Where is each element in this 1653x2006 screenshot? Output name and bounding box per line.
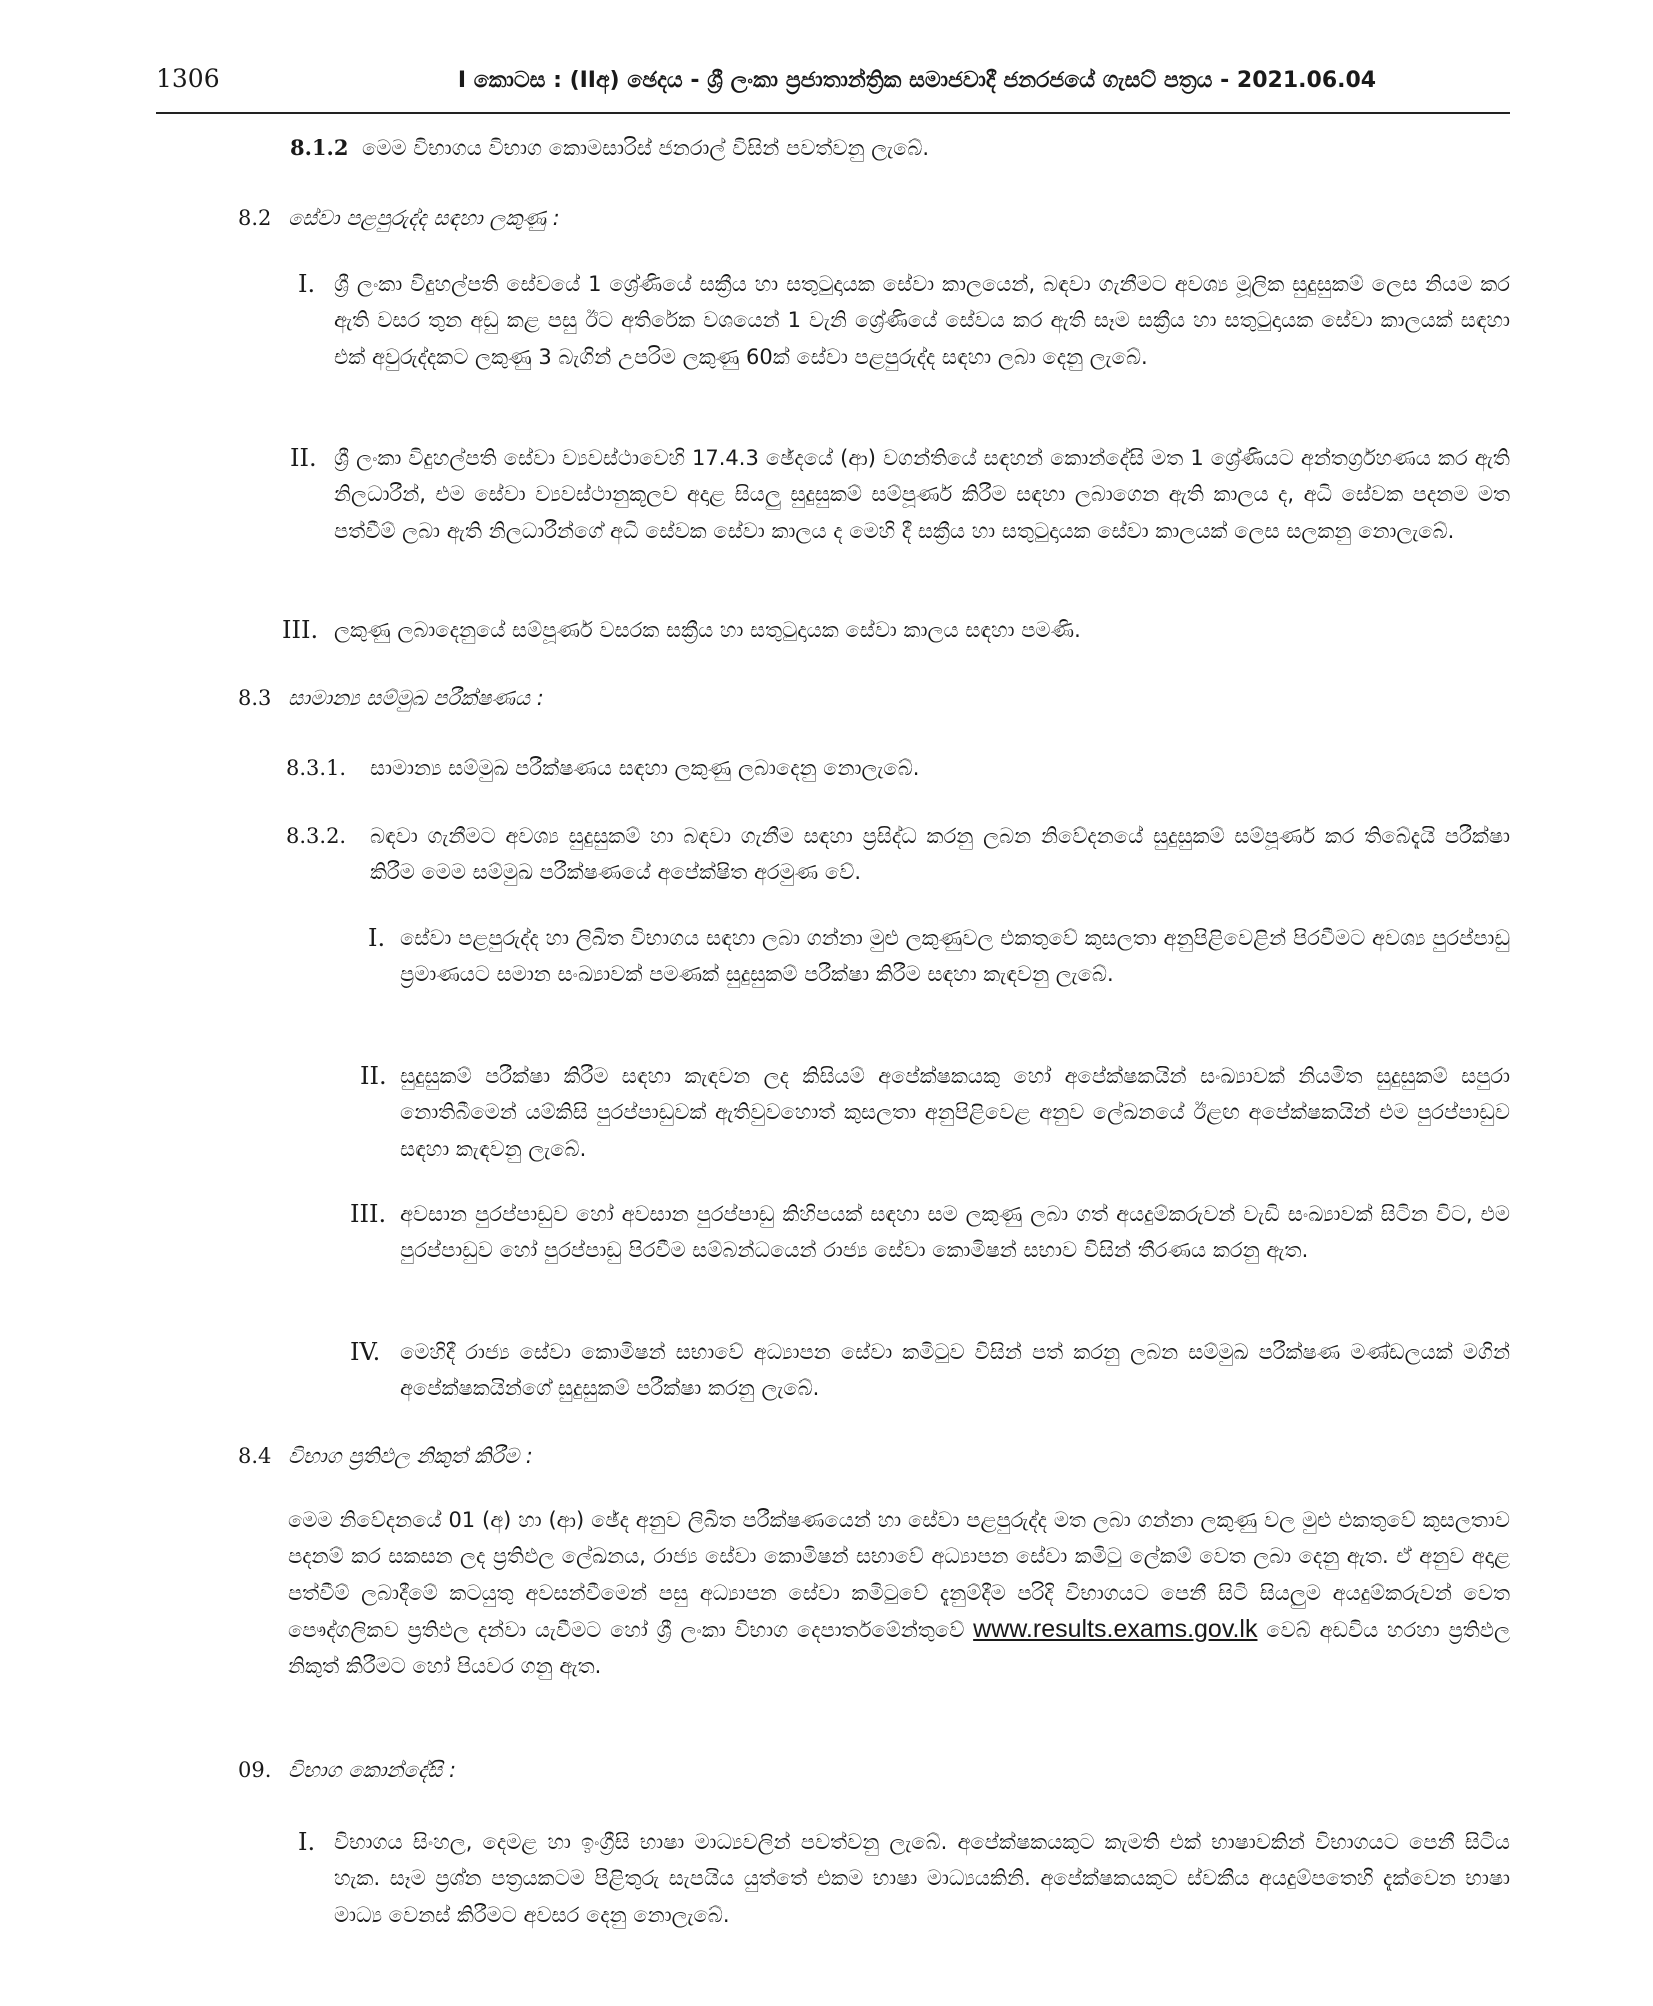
section-8-2-item-3-numeral: III. bbox=[282, 616, 319, 644]
section-8-3-2-item-3-text: අවසාන පුරප්පාඩුව හෝ අවසාන පුරප්පාඩු කිහිපයක් සඳහා සම ලකුණු ලබා ගත් අයදුම්කරුවන් වැඩි සංඛ්‍යාවක් සිටින විට, එම පුරප්පාඩුව හෝ පුරප්පාඩු පිරවීම සම්බන්ධයෙන් රාජ්‍ය සේවා කොමිෂන් සභාව විසින් තීරණය කරනු ඇත. bbox=[400, 1202, 1510, 1263]
page-number: 1306 bbox=[156, 64, 220, 93]
section-8-4-paragraph bbox=[288, 1502, 1510, 1684]
section-8-3-title: සාමාන්‍ය සම්මුඛ පරීක්ෂණය : bbox=[288, 686, 544, 710]
section-09-item-1-numeral: I. bbox=[298, 1828, 316, 1856]
section-8-2-item-1-text: ශ්‍රී ලංකා විදුහල්පති සේවයේ 1 ශ්‍රේණියේ සක්‍රීය හා සතුටුදායක සේවා කාලයෙන්, බඳවා ගැනීමට අවශ්‍ය මූලික සුදුසුකම් ලෙස නියම කර ඇති වසර තුන අඩු කළ පසු ඊට අතිරේක වශයෙන් 1 වැනි ශ්‍රේණියේ සේවය කර ඇති සෑම සක්‍රීය හා සතුටුදායක සේවා කාලයක් සඳහා එක් අවුරුද්දකට ලකුණු 3 බැගින් උපරිම ලකුණු 60ක් සේවා පළපුරුද්ද සඳහා ලබා දෙනු ලැබේ. bbox=[334, 272, 1510, 369]
section-8-2-number: 8.2 bbox=[238, 206, 272, 230]
section-8-4-title: විභාග ප්‍රතිඵල නිකුත් කිරීම : bbox=[288, 1444, 533, 1468]
section-8-3-2-item-2-text: සුදුසුකම් පරීක්ෂා කිරීම සඳහා කැඳවන ලද කිසියම් අපේක්ෂකයකු හෝ අපේක්ෂකයින් සංඛ්‍යාවක් නියමිත සුදුසුකම් සපුරා නොතිබීමෙන් යම්කිසි පුරප්පාඩුවක් ඇතිවුවහොත් කුසලතා අනුපිළිවෙළ අනුව ලේඛනයේ ඊළඟ අපේක්ෂකයින් එම පුරප්පාඩුව සඳහා කැඳවනු ලැබේ. bbox=[400, 1064, 1510, 1161]
section-8-2-item-2-numeral: II. bbox=[290, 444, 317, 472]
section-8-3-2-item-4-text: මෙහිදී රාජ්‍ය සේවා කොමිෂන් සභාවේ අධ්‍යාපන සේවා කමිටුව විසින් පත් කරනු ලබන සම්මුඛ පරීක්ෂණ මණ්ඩලයක් මගින් අපේක්ෂකයින්ගේ සුදුසුකම් පරීක්ෂා කරනු ලැබේ. bbox=[400, 1340, 1510, 1401]
header-rule bbox=[156, 112, 1510, 114]
page-header bbox=[156, 58, 1510, 112]
section-8-1-2-number: 8.1.2 bbox=[290, 135, 349, 160]
section-8-3-2-item-1-text: සේවා පළපුරුද්ද හා ලිඛිත විභාගය සඳහා ලබා ගන්නා මුළු ලකුණුවල එකතුවේ කුසලතා අනුපිළිවෙළින් පිරවීමට අවශ්‍ය පුරප්පාඩු ප්‍රමාණයට සමාන සංඛ්‍යාවක් පමණක් සුදුසුකම් පරීක්ෂා කිරීම සඳහා කැඳවනු ලැබේ. bbox=[400, 926, 1510, 987]
section-8-3-2-item-2-numeral: II. bbox=[360, 1062, 387, 1090]
section-8-3-1-text: සාමාන්‍ය සම්මුඛ පරීක්ෂණය සඳහා ලකුණු ලබාදෙනු නොලැබේ. bbox=[370, 756, 920, 780]
section-8-2-item-1-numeral: I. bbox=[298, 270, 316, 298]
section-09-title: විභාග කොන්දේසි : bbox=[288, 1758, 457, 1782]
section-8-3-2-item-1-numeral: I. bbox=[368, 924, 386, 952]
section-09-number: 09. bbox=[238, 1758, 272, 1782]
section-8-2-item-2-text: ශ්‍රී ලංකා විදුහල්පති සේවා ව්‍යවස්ථාවෙහි 17.4.3 ඡේදයේ (ආ) වගන්තියේ සඳහන් කොන්දේසි මත 1 ශ්‍රේණියට අන්තර්ග්‍රහණය කර ඇති නිලධාරීන්, එම සේවා ව්‍යවස්ථානුකූලව අදාළ සියලු සුදුසුකම් සම්පූර්ණ කිරීම සඳහා ලබාගෙන ඇති කාලය ද, අධි සේවක පදනම මත පත්වීම් ලබා ඇති නිලධාරීන්ගේ අධි සේවක සේවා කාලය ද මෙහි දී සක්‍රීය හා සතුටුදායක සේවා කාලයක් ලෙස සලකනු නොලැබේ. bbox=[334, 446, 1510, 543]
section-8-3-2-item-3-numeral: III. bbox=[350, 1200, 387, 1228]
section-8-2-title: සේවා පළපුරුද්ද සඳහා ලකුණු : bbox=[288, 206, 560, 230]
section-8-3-number: 8.3 bbox=[238, 686, 272, 710]
section-8-3-2-item-4-numeral: IV. bbox=[350, 1338, 381, 1366]
section-09-item-1-text: විභාගය සිංහල, දෙමළ හා ඉංග්‍රීසි භාෂා මාධ්‍යවලින් පවත්වනු ලැබේ. අපේක්ෂකයකුට කැමති එක් භාෂාවකින් විභාගයට පෙනී සිටිය හැක. සෑම ප්‍රශ්න පත්‍රයකටම පිළිතුරු සැපයිය යුත්තේ එකම භාෂා මාධ්‍යයකිනි. අපේක්ෂකයකුට ස්වකීය අයදුම්පතෙහි දැක්වෙන භාෂා මාධ්‍ය වෙනස් කිරීමට අවසර දෙනු නොලැබේ. bbox=[334, 1830, 1510, 1927]
section-8-4-text: මෙම නිවේදනයේ 01 (අ) හා (ආ) ඡේද අනුව ලිඛිත පරීක්ෂණයෙන් හා සේවා පළපුරුද්ද මත ලබා ගන්නා ලකුණු වල මුළු එකතුවේ කුසලතාව පදනම් කර සකසන ලද ප්‍රතිඵල ලේඛනය, රාජ්‍ය සේවා කොමිෂන් සභාවේ අධ්‍යාපන සේවා කමිටු ලේකම් වෙත ලබා දෙනු ඇත. ඒ අනුව අදාළ පත්වීම් ලබාදීමේ කටයුතු අවසන්වීමෙන් පසු අධ්‍යාපන සේවා කමිටුවේ දැනුම්දීම පරිදි විභාගයට පෙනී සිටි සියලුම අයදුම්කරුවන් වෙත පෞද්ගලිකව ප්‍රතිඵල දන්වා යැවීමට හෝ ශ්‍රී ලංකා විභාග දෙපාර්තමේන්තුවේ bbox=[288, 1508, 1510, 1642]
section-8-3-2-number: 8.3.2. bbox=[286, 824, 347, 848]
running-title: I කොටස : (IIඅ) ඡෙදය - ශ්‍රී ලංකා ප්‍රජාතාන්ත්‍රික සමාජවාදී ජනරජයේ ගැසට් පත්‍රය - 2021.06.04 bbox=[457, 68, 1377, 93]
section-8-2-item-3-text: ලකුණු ලබාදෙනුයේ සම්පූර්ණ වසරක සක්‍රීය හා සතුටුදායක සේවා කාලය සඳහා පමණි. bbox=[334, 618, 1081, 642]
section-8-3-1-number: 8.3.1. bbox=[286, 756, 347, 780]
section-8-4-text-end: වෙබ් අඩවිය හරහා ප්‍රතිඵල නිකුත් කිරීමට හෝ පියවර ගනු ඇත. bbox=[288, 1617, 1510, 1679]
section-8-3-2-text: බඳවා ගැනීමට අවශ්‍ය සුදුසුකම් හා බඳවා ගැනීම සඳහා ප්‍රසිද්ධ කරනු ලබන නිවේදනයේ සුදුසුකම් සම්පූර්ණ කර තිබේදැයි පරීක්ෂා කිරීම මෙම සම්මුඛ පරීක්ෂණයේ අපේක්ෂිත අරමුණ වේ. bbox=[370, 824, 1510, 885]
results-website-link[interactable]: www.results.exams.gov.lk bbox=[973, 1614, 1258, 1643]
section-8-4-number: 8.4 bbox=[238, 1444, 272, 1468]
section-8-1-2-text: මෙම විභාගය විභාග කොමසාරිස් ජනරාල් විසින් පවත්වනු ලැබේ. bbox=[362, 136, 930, 160]
